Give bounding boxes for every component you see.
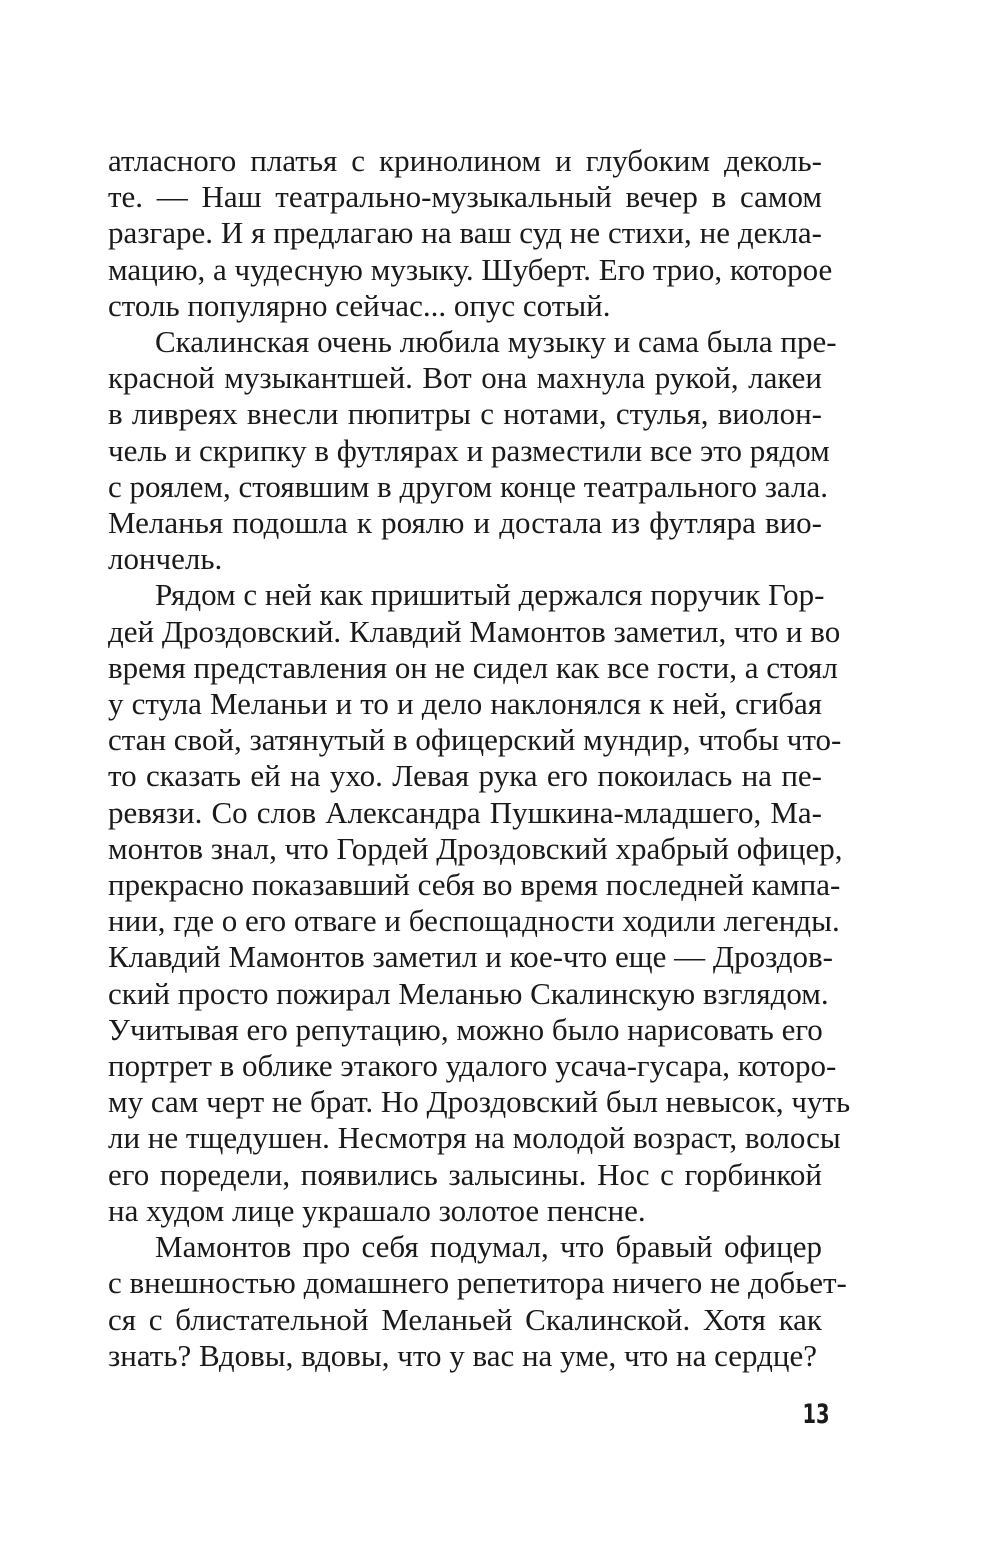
text-line: с внешностью домашнего репетитора ничего не добьет- xyxy=(108,1265,847,1301)
text-line: Меланья подошла к роялю и достала из футляра вио- xyxy=(108,505,822,541)
text-line: те. — Наш театрально-музыкальный вечер в самом xyxy=(108,179,822,215)
text-line: Рядом с ней как пришитый держался поручик Гор- xyxy=(155,577,825,613)
text-line: мацию, а чудесную музыку. Шуберт. Его трио, которое xyxy=(108,251,833,287)
text-line: Скалинская очень любила музыку и сама была пре- xyxy=(155,324,837,360)
text-line: атласного платья с кринолином и глубоким деколь- xyxy=(108,143,822,178)
text-line: у стула Меланьи и то и дело наклонялся к ней, сгибая xyxy=(108,686,822,722)
text-line: ревязи. Со слов Александра Пушкина-младшего, Ма- xyxy=(108,794,822,830)
text-line: на худом лице украшало золотое пенсне. xyxy=(108,1192,646,1228)
paragraph-3 xyxy=(108,577,851,1229)
text-line: Клавдий Мамонтов заметил и кое-что еще — Дроздов- xyxy=(108,939,833,975)
text-line: разгаре. И я предлагаю на ваш суд не стихи, не декла- xyxy=(108,215,822,251)
text-line: с роялем, стоявшим в другом конце театрального зала. xyxy=(108,468,828,504)
body-text xyxy=(108,143,851,1374)
text-line: монтов знал, что Гордей Дроздовский храбрый офицер, xyxy=(108,830,843,866)
text-line: му сам черт не брат. Но Дроздовский был невысок, чуть xyxy=(108,1084,851,1120)
text-line: то сказать ей на ухо. Левая рука его покоилась на пе- xyxy=(108,758,822,794)
text-line: прекрасно показавший себя во время последней кампа- xyxy=(108,867,841,903)
page-number: 13 xyxy=(802,1399,830,1430)
text-line: ли не тщедушен. Несмотря на молодой возраст, волосы xyxy=(108,1120,841,1156)
text-line: Учитывая его репутацию, можно было нарисовать его xyxy=(108,1011,823,1047)
paragraph-2 xyxy=(108,324,837,577)
text-line: Мамонтов про себя подумал, что бравый офицер xyxy=(155,1229,822,1265)
text-line: портрет в облике этакого удалого усача-гусара, которо- xyxy=(108,1048,837,1084)
text-line: его поредели, появились залысины. Нос с горбинкой xyxy=(108,1156,822,1192)
text-line: стан свой, затянутый в офицерский мундир, чтобы что- xyxy=(108,722,842,758)
text-line: дей Дроздовский. Клавдий Мамонтов заметил, что и во xyxy=(108,613,841,649)
text-line: столь популярно сейчас... опус сотый. xyxy=(108,287,611,323)
text-line: знать? Вдовы, вдовы, что у вас на уме, что на сердце? xyxy=(108,1337,817,1373)
text-line: время представления он не сидел как все гости, а стоял xyxy=(108,649,838,685)
text-line: ся с блистательной Меланьей Скалинской. Хотя как xyxy=(108,1301,822,1337)
text-line: нии, где о его отваге и беспощадности ходили легенды. xyxy=(108,903,840,939)
text-line: ский просто пожирал Меланью Скалинскую взглядом. xyxy=(108,975,829,1011)
text-line: лончель. xyxy=(108,541,223,577)
text-line: чель и скрипку в футлярах и разместили все это рядом xyxy=(108,432,830,468)
text-line: красной музыкантшей. Вот она махнула рукой, лакеи xyxy=(108,360,822,396)
text-line: в ливреях внесли пюпитры с нотами, стулья, виолон- xyxy=(108,396,822,432)
paragraph-4 xyxy=(108,1229,847,1374)
paragraph-1 xyxy=(108,143,833,324)
